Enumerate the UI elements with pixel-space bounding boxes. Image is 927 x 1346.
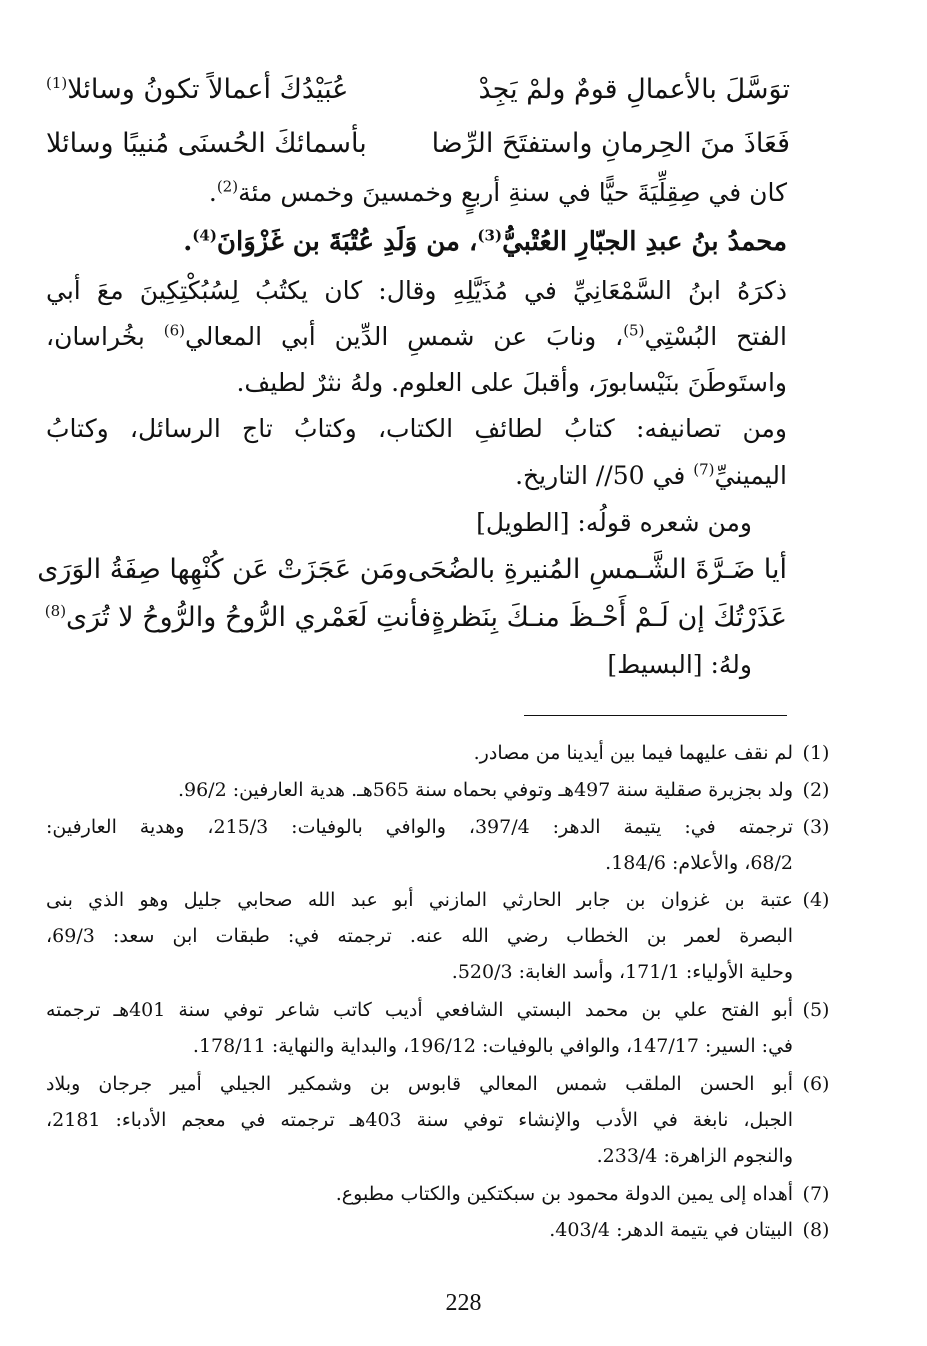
- verse-line: [46, 596, 787, 640]
- footnote-text: البصرة لعمر بن الخطاب رضي الله عنه. ترجمته في: طبقات ابن سعد: 69/3،: [46, 925, 793, 947]
- verse-hemistich-right: أيا ضَـرَّةَ الشَّـمسِ المُنيرةِ بالضُحَى: [407, 554, 787, 585]
- footnote-text: في: السير: 147/17، والوافي بالوفيات: 196/12، والبداية والنهاية: 178/11.: [192, 1035, 793, 1057]
- verse-line: [46, 122, 790, 166]
- body-line: [46, 172, 787, 214]
- body-line: [46, 455, 787, 497]
- body-text: كان في صِقِلِّيَةَ حيًّا في سنةِ أربعٍ وخمسينَ وخمس مئة: [238, 178, 787, 207]
- footnote-text: ولد بجزيرة صقلية سنة 497هـ وتوفي بحماه سنة 565هـ. هدية العارفين: 96/2.: [177, 779, 793, 801]
- footnote-text: أبو الفتح علي بن محمد البستي الشافعي أديب كاتب شاعر توفي سنة 401هـ ترجمته: [46, 999, 794, 1021]
- body-text: بخُراسان،: [46, 322, 164, 351]
- punctuation: .: [183, 227, 193, 257]
- verse-line: [46, 68, 790, 112]
- footnote-separator: [524, 715, 787, 716]
- body-line: ومن تصانيفه: كتابُ لطائفِ الكتاب، وكتابُ تاج الرسائل، وكتابُ: [46, 414, 787, 443]
- footnote: [46, 735, 830, 771]
- body-text: ، ونابَ عن شمسِ الدِّين أبي المعالي: [184, 322, 624, 351]
- body-text: اليمينيِّ: [714, 461, 787, 490]
- footnote-number: (7): [802, 1183, 830, 1205]
- body-text: الفتح البُسْتِي: [644, 322, 787, 351]
- verse-hemistich-left: [45, 596, 431, 640]
- footnote-text: ترجمته في: يتيمة الدهر: 397/4، والوافي بالوفيات: 215/3، وهدية العارفين:: [46, 816, 793, 838]
- footnote-ref: (3): [477, 226, 503, 245]
- footnote-number: (6): [802, 1073, 830, 1095]
- footnote-ref: (2): [216, 177, 239, 196]
- footnote-text: والنجوم الزاهرة: 233/4.: [596, 1145, 793, 1167]
- footnote-ref: (7): [693, 460, 715, 479]
- footnote-text: لم نقف عليهما فيما بين أيدينا من مصادر.: [473, 742, 793, 764]
- footnote-ref: (5): [623, 321, 645, 340]
- entry-lineage: ، من وَلَدِ عُتْبَةَ بن غَزْوَانَ: [216, 227, 478, 257]
- verse-hemistich-right: فَعَاذَ منَ الحِرمانِ واستفتَحَ الرِّضا: [431, 128, 790, 159]
- punctuation: .: [208, 178, 217, 207]
- body-text: في 50// التاريخ.: [515, 461, 694, 490]
- footnote: [46, 772, 830, 808]
- footnote-ref: (1): [46, 74, 68, 92]
- body-line: واستَوطَنَ بنَيْسابورَ، وأقبلَ على العلوم. ولهُ نثرٌ لطيف.: [236, 368, 787, 397]
- footnote-text: أبو الحسن الملقب شمس المعالي قابوس بن وشمكير الجيلي أمير جرجان وبلاد: [46, 1073, 793, 1095]
- verse-text: فأنتِ لَعَمْري الرُّوحُ والرُّوحُ لا تُرَى: [66, 602, 432, 633]
- footnote: [46, 809, 830, 881]
- footnote: [46, 882, 830, 990]
- footnote-text: البيتان في يتيمة الدهر: 403/4.: [549, 1219, 793, 1241]
- verse-line: [37, 548, 787, 592]
- footnote-ref: (8): [44, 602, 67, 620]
- footnote-ref: (4): [192, 226, 217, 245]
- footnote-number: (3): [802, 816, 830, 838]
- footnote-ref: (6): [163, 321, 185, 340]
- verse-hemistich-left: [46, 68, 348, 112]
- footnote-number: (1): [802, 742, 830, 764]
- footnote: [46, 1066, 830, 1174]
- entry-name: محمدُ بنُ عبدِ الجبّارِ العُتْبيُّ: [502, 227, 787, 257]
- verse-hemistich-left: بأسمائكَ الحُسنَى مُنيبًا وسائلا: [46, 128, 367, 159]
- footnote-text: 68/2، والأعلام: 184/6.: [605, 852, 793, 874]
- footnote-text: أهداه إلى يمين الدولة محمود بن سبكتكين والكتاب مطبوع.: [335, 1183, 793, 1205]
- footnote: [46, 992, 830, 1064]
- poem-intro: ومن شعره قولُه: [الطويل]: [476, 508, 752, 537]
- footnote-text: وحلية الأولياء: 171/1، وأسد الغابة: 520/3.: [451, 961, 793, 983]
- verse-hemistich-right: عَذَرْتُكَ إن لَـمْ أَحْـظَ منـكَ بِنَظرةٍ: [431, 602, 787, 633]
- page-number: 228: [445, 1290, 482, 1316]
- entry-heading: [46, 221, 787, 263]
- footnote-text: الجبل، نابغة في الأدب والإنشاء توفي سنة 403هـ ترجمته في معجم الأدباء: 2181،: [46, 1109, 793, 1131]
- footnote-number: (2): [802, 779, 830, 801]
- footnote-text: عتبة بن غزوان بن جابر الحارثي المازني أبو عبد الله صحابي جليل وهو الذي بنى: [46, 889, 793, 911]
- footnote: [46, 1176, 830, 1212]
- poem-intro: ولهُ: [البسيط]: [607, 650, 752, 679]
- verse-hemistich-right: توَسَّلَ بالأعمالِ قومٌ ولمْ يَجِدْ: [478, 74, 790, 105]
- body-line: [46, 316, 787, 358]
- footnote-number: (5): [802, 999, 830, 1021]
- footnote-number: (4): [802, 889, 830, 911]
- body-line: ذكرَهُ ابنُ السَّمْعَانِيِّ في مُذَيَّلِهِ وقال: كان يكتُبُ لِسُبُكْتِكِينَ معَ أبي: [46, 276, 787, 305]
- verse-text: عُبَيْدُكَ أعمالاً تكونُ وسائلا: [67, 74, 349, 105]
- verse-hemistich-left: ومَن عَجَزَتْ عَن كُنْهِها صِفَةُ الوَرَى: [37, 554, 408, 585]
- footnote: [46, 1212, 830, 1248]
- footnote-number: (8): [802, 1219, 830, 1241]
